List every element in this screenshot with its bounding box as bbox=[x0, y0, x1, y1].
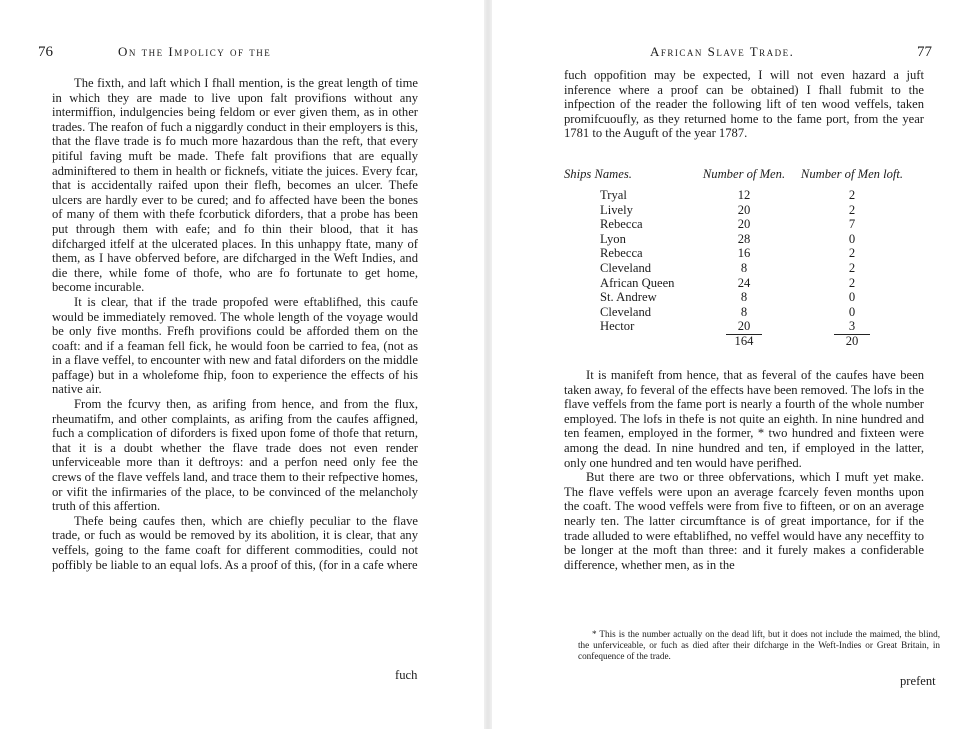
men-count: 16 bbox=[737, 246, 751, 261]
men-lost: 2 bbox=[848, 275, 856, 290]
men-count: 20 bbox=[737, 217, 751, 232]
men-lost: 0 bbox=[848, 290, 856, 305]
table-row bbox=[564, 232, 912, 247]
paragraph: It is clear, that if the trade propofed were eftablifhed, this caufe would be immediately removed. The whole length of the voyage would be only five months. Frefh provifions could be afforded them on the coaft: and if a feaman fell fick, he would foon be carried to fea, (not as in a flave veffel, to encounter with new and fatal diforders on the middle paffage) but in a wholefome fhip, foon to experience the effects of his native air. bbox=[52, 294, 418, 397]
book-gutter bbox=[484, 0, 492, 729]
right-body-text bbox=[564, 368, 924, 572]
table-row bbox=[564, 276, 912, 291]
men-count: 28 bbox=[737, 231, 751, 246]
men-lost: 2 bbox=[848, 202, 856, 217]
men-count: 24 bbox=[737, 275, 751, 290]
men-lost: 0 bbox=[848, 231, 856, 246]
ship-name: Rebecca bbox=[600, 217, 643, 232]
men-count: 20 bbox=[737, 202, 751, 217]
paragraph: The fixth, and laft which I fhall mention, is the great length of time in which they are made to live upon falt provifions without any intermiffion, indulgencies being feldom or ever given them, as in other trades. The reafon of fuch a niggardly conduct in their employers is this, that the flave trade is fo much more hazardous than the reft, that every pitiful faving muft be made. Thefe falt provifions that are equally adminiftered to them in health or ficknefs, vitiate the juices. Every fcar, that is accidentally raifed upon their flefh, becomes an ulcer. Thefe ulcers are hardly ever to be cured; and fo affected have been the bones of many of them with thefe fcorbutick diforders, that a probe has been put through them with eafe; and fo thin their blood, that it has difcharged itfelf at the ulcerated places. In this unhappy ftate, many of them, as I have obferved before, are difcharged in the Weft Indies, and die there, while fome of thofe, who are fo fortunate to get home, become incurable. bbox=[52, 76, 418, 295]
ship-name: Cleveland bbox=[600, 304, 652, 319]
men-count: 8 bbox=[740, 290, 748, 305]
paragraph: It is manifeft from hence, that as feveral of the caufes have been taken away, fo feveral of the effects have been removed. The lofs in the flave veffels from the fame port is nearly a fourth of the whole number employed. The lofs in thefe is not quite an eighth. In nine hundred and ten feamen, employed in the former, * two hundred and fixteen were among the dead. In nine hundred and ten, if employed in the latter, only one hundred and ten would have perifhed. bbox=[564, 368, 924, 470]
paragraph: Thefe being caufes then, which are chiefly peculiar to the flave trade, or fuch as would be removed by its abolition, it is clear, that any veffels, going to the fame coaft for different commodities, could not poffibly be liable to an equal lofs. As a proof of this, (for in a cafe where bbox=[52, 513, 418, 572]
table-row bbox=[564, 261, 912, 276]
table-row bbox=[564, 246, 912, 261]
right-running-head: African Slave Trade. bbox=[650, 44, 795, 59]
paragraph: From the fcurvy then, as arifing from hence, and from the flux, rheumatifm, and other complaints, as arifing from the caufes affigned, fuch a complication of diforders is fixed upon fome of thofe that return, that it is a doubt whether the flave trade does not even render unferviceable more than it deftroys: and a perfon need only fee the crews of the flave veffels land, and trace them to their refpective homes, or vifit the infirmaries of the place, to be convinced of the melancholy truth of this affertion. bbox=[52, 397, 418, 514]
paragraph: But there are two or three obfervations, which I muft yet make. The flave veffels were upon an average fcarcely feven months upon the coaft. The wood veffels were from five to fifteen, or on an average nearly ten. The latter circumftance is of great importance, for if the trade alluded to were eftablifhed, no veffel would have any neceffity to be longer at the moft than three: and it furely makes a confiderable difference, whether men, as in the bbox=[564, 470, 924, 572]
ship-name: African Queen bbox=[600, 275, 675, 290]
right-intro-text bbox=[564, 68, 924, 141]
left-catchword: fuch bbox=[395, 668, 418, 682]
ship-name: Tryal bbox=[600, 188, 627, 202]
men-lost: 2 bbox=[848, 188, 856, 202]
ships-table bbox=[564, 167, 912, 349]
table-row bbox=[564, 203, 912, 218]
left-body-text bbox=[52, 76, 418, 572]
ships-names-header: Ships Names. bbox=[564, 167, 632, 181]
ship-name: Lively bbox=[600, 202, 633, 217]
ship-name: Hector bbox=[600, 319, 635, 334]
men-lost: 3 bbox=[848, 319, 856, 334]
left-running-head: On the Impolicy of the bbox=[118, 44, 272, 59]
right-page bbox=[492, 0, 980, 729]
left-page-number: 76 bbox=[38, 44, 53, 60]
ship-name: St. Andrew bbox=[600, 290, 657, 305]
ship-name: Lyon bbox=[600, 231, 626, 246]
totals-row bbox=[564, 334, 912, 349]
ship-name: Cleveland bbox=[600, 260, 652, 275]
total-lost: 20 bbox=[834, 334, 870, 348]
men-lost-header: Number of Men loft. bbox=[800, 167, 904, 181]
table-row bbox=[564, 305, 912, 320]
men-count: 12 bbox=[737, 188, 751, 202]
footnote: * This is the number actually on the dead lift, but it does not include the maimed, the blind, the unferviceable, or fuch as died after their difcharge in the Weft-Indies or Great Britain, in confequence of the trade. bbox=[578, 629, 940, 661]
men-lost: 7 bbox=[848, 217, 856, 232]
men-count: 8 bbox=[740, 304, 748, 319]
right-page-number: 77 bbox=[917, 44, 932, 60]
men-lost: 0 bbox=[848, 304, 856, 319]
left-page bbox=[0, 0, 484, 729]
right-catchword: prefent bbox=[900, 674, 936, 688]
table-row bbox=[564, 188, 912, 203]
table-row bbox=[564, 290, 912, 305]
table-row bbox=[564, 217, 912, 232]
men-lost: 2 bbox=[848, 246, 856, 261]
men-lost: 2 bbox=[848, 260, 856, 275]
men-count: 8 bbox=[740, 260, 748, 275]
men-count: 20 bbox=[737, 319, 751, 334]
table-row bbox=[564, 319, 912, 334]
ship-name: Rebecca bbox=[600, 246, 643, 261]
number-of-men-header: Number of Men. bbox=[702, 167, 786, 181]
total-men: 164 bbox=[726, 334, 762, 348]
paragraph: fuch oppofition may be expected, I will not even hazard a juft inference where a proof can be obtained) I fhall fubmit to the infpection of the reader the following lift of ten wood veffels, taken promifcuoufly, as they returned home to the fame port, from the year 1781 to the Auguft of the year 1787. bbox=[564, 68, 924, 141]
